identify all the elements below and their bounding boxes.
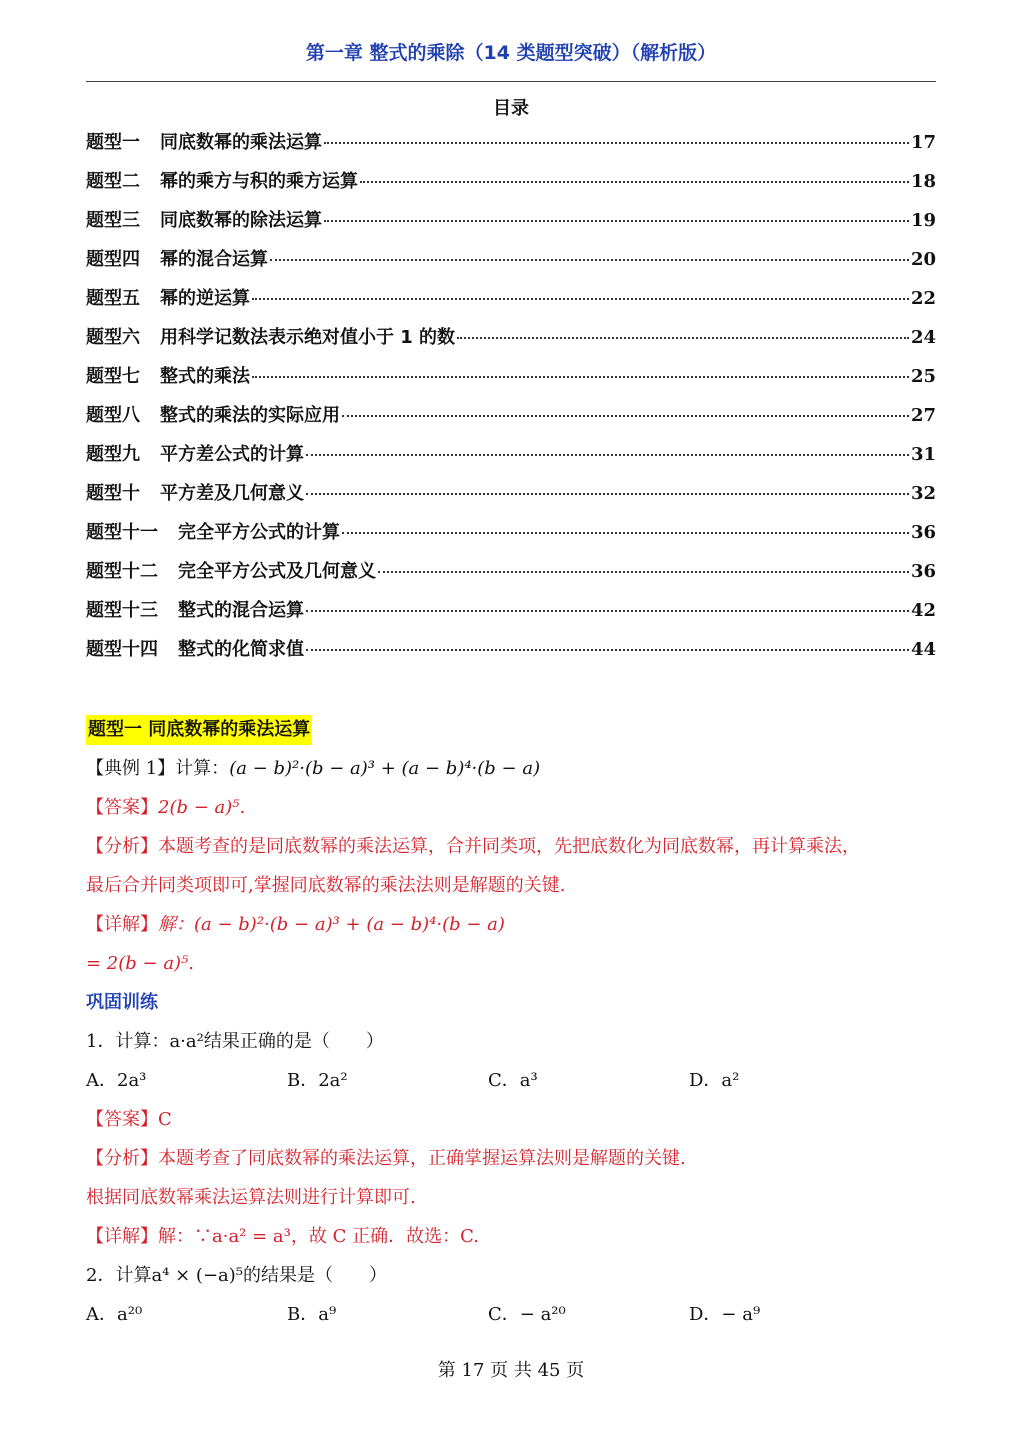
practice-title: 巩固训练: [86, 992, 158, 1013]
toc-item-page: 18: [910, 171, 936, 192]
toc-item-name: 同底数幂的乘法运算: [160, 132, 322, 153]
toc-item-name: 整式的乘法的实际应用: [160, 405, 340, 426]
analysis-text: 本题考查的是同底数幂的乘法运算，合并同类项，先把底数化为同底数幂，再计算乘法，: [158, 836, 860, 857]
toc-item-name: 用科学记数法表示绝对值小于 1 的数: [160, 327, 456, 348]
example-detail-line: [86, 905, 936, 944]
toc-item[interactable]: [86, 557, 936, 596]
toc-item-page: 27: [910, 405, 936, 426]
toc-leader-dots: [306, 493, 909, 495]
answer-value: 2(b − a)⁵.: [158, 797, 246, 818]
toc-item-number: 题型十: [86, 483, 140, 504]
analysis-label: 【分析】: [86, 836, 158, 857]
section-content: [86, 710, 936, 1334]
toc-item-page: 36: [910, 561, 936, 582]
toc-item-name: 幂的混合运算: [160, 249, 268, 270]
toc-leader-dots: [306, 454, 909, 456]
q1-answer-label: 【答案】: [86, 1109, 158, 1130]
toc-leader-dots: [457, 337, 909, 339]
example-label: 【典例 1】: [86, 758, 176, 779]
toc-item-number: 题型八: [86, 405, 140, 426]
q1-choice-c: C．a³: [488, 1070, 538, 1091]
toc-item[interactable]: [86, 401, 936, 440]
page-header-title: 第一章 整式的乘除（14 类题型突破）（解析版）: [305, 42, 717, 64]
toc-item-name: 平方差公式的计算: [160, 444, 304, 465]
toc-leader-dots: [306, 649, 909, 651]
toc-item[interactable]: [86, 479, 936, 518]
q1-analysis-line: [86, 1139, 936, 1178]
toc-item[interactable]: [86, 245, 936, 284]
example-detail-line-2: [86, 944, 936, 983]
toc-item-number: 题型六: [86, 327, 140, 348]
toc-leader-dots: [324, 142, 909, 144]
q1-choice-d: D．a²: [689, 1070, 740, 1091]
toc-item-page: 20: [910, 249, 936, 270]
q1-detail-line: [86, 1217, 936, 1256]
toc-item[interactable]: [86, 323, 936, 362]
header-divider: [86, 81, 936, 82]
toc-leader-dots: [378, 571, 909, 573]
toc-item-page: 44: [910, 639, 936, 660]
toc-item-number: 题型二: [86, 171, 140, 192]
example-analysis-line-2: [86, 866, 936, 905]
detail-result: = 2(b − a)⁵.: [86, 953, 195, 974]
q1-answer-line: [86, 1100, 936, 1139]
question-1-stem: 1．计算：a·a²结果正确的是（ ）: [86, 1031, 384, 1052]
toc-item[interactable]: [86, 518, 936, 557]
toc-item-page: 42: [910, 600, 936, 621]
toc-item-page: 36: [910, 522, 936, 543]
toc-item-number: 题型十三: [86, 600, 158, 621]
q1-choice-b: B．2a²: [287, 1070, 348, 1091]
toc-item-number: 题型十四: [86, 639, 158, 660]
toc-leader-dots: [306, 610, 909, 612]
question-1-choices: [86, 1061, 936, 1100]
toc-item-name: 幂的乘方与积的乘方运算: [160, 171, 358, 192]
q1-choice-a: A．2a³: [86, 1070, 147, 1091]
toc-item-number: 题型四: [86, 249, 140, 270]
q2-choice-a: A．a²⁰: [86, 1304, 143, 1325]
toc-item-number: 题型九: [86, 444, 140, 465]
toc-item-number: 题型十一: [86, 522, 158, 543]
analysis-text-2: 最后合并同类项即可,掌握同底数幂的乘法法则是解题的关键.: [86, 875, 566, 896]
toc-item-page: 31: [910, 444, 936, 465]
page-footer: 第 17 页 共 45 页: [437, 1360, 585, 1381]
detail-label: 【详解】: [86, 914, 158, 935]
toc-item[interactable]: [86, 596, 936, 635]
q1-analysis-line-2: 根据同底数幂乘法运算法则进行计算即可.: [86, 1187, 416, 1208]
example-prompt: 计算：: [175, 758, 230, 779]
toc-leader-dots: [324, 220, 909, 222]
q1-analysis-label: 【分析】: [86, 1148, 158, 1169]
toc-item-number: 题型十二: [86, 561, 158, 582]
question-2-choices: [86, 1295, 936, 1334]
example-analysis-line: [86, 827, 936, 866]
toc-item-name: 同底数幂的除法运算: [160, 210, 322, 231]
toc-item-name: 整式的混合运算: [178, 600, 304, 621]
example-line: [86, 749, 936, 788]
toc-title: 目录: [493, 98, 529, 119]
toc-item-number: 题型三: [86, 210, 140, 231]
toc-leader-dots: [342, 532, 909, 534]
toc-leader-dots: [270, 259, 909, 261]
example-expression: (a − b)²·(b − a)³ + (a − b)⁴·(b − a): [229, 758, 541, 779]
toc-item-name: 完全平方公式的计算: [178, 522, 340, 543]
toc-item-page: 32: [910, 483, 936, 504]
toc-item-page: 24: [910, 327, 936, 348]
example-answer-line: [86, 788, 936, 827]
toc-item-page: 25: [910, 366, 936, 387]
q1-answer-value: C: [158, 1109, 172, 1130]
toc-leader-dots: [252, 298, 909, 300]
toc-item[interactable]: [86, 362, 936, 401]
toc-item[interactable]: [86, 167, 936, 206]
q2-choice-b: B．a⁹: [287, 1304, 337, 1325]
q1-detail-text: 解：∵a·a² = a³，故 C 正确．故选：C.: [158, 1226, 479, 1247]
question-2-stem: 2．计算a⁴ × (−a)⁵的结果是（ ）: [86, 1265, 387, 1286]
q1-detail-label: 【详解】: [86, 1226, 158, 1247]
toc-item-name: 整式的乘法: [160, 366, 250, 387]
toc-item-name: 平方差及几何意义: [160, 483, 304, 504]
toc-item-page: 22: [910, 288, 936, 309]
table-of-contents: [86, 128, 936, 674]
toc-item[interactable]: [86, 284, 936, 323]
toc-item[interactable]: [86, 635, 936, 674]
toc-item[interactable]: [86, 440, 936, 479]
toc-leader-dots: [360, 181, 909, 183]
toc-item[interactable]: [86, 128, 936, 167]
toc-item-name: 完全平方公式及几何意义: [178, 561, 376, 582]
toc-item-name: 整式的化简求值: [178, 639, 304, 660]
toc-leader-dots: [252, 376, 909, 378]
toc-item-number: 题型五: [86, 288, 140, 309]
toc-item-page: 17: [910, 132, 936, 153]
toc-item-number: 题型一: [86, 132, 140, 153]
q2-choice-d: D．− a⁹: [689, 1304, 761, 1325]
detail-text: 解：(a − b)²·(b − a)³ + (a − b)⁴·(b − a): [158, 914, 505, 935]
answer-label: 【答案】: [86, 797, 158, 818]
toc-item-name: 幂的逆运算: [160, 288, 250, 309]
toc-item-page: 19: [910, 210, 936, 231]
toc-leader-dots: [342, 415, 909, 417]
q1-analysis-text: 本题考查了同底数幂的乘法运算，正确掌握运算法则是解题的关键.: [158, 1148, 686, 1169]
toc-item-number: 题型七: [86, 366, 140, 387]
section-title: 题型一 同底数幂的乘法运算: [86, 715, 312, 745]
q2-choice-c: C．− a²⁰: [488, 1304, 566, 1325]
toc-item[interactable]: [86, 206, 936, 245]
